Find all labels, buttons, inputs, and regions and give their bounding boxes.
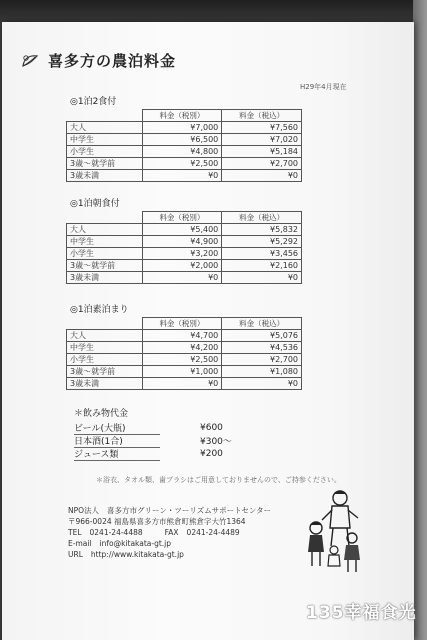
list-item — [74, 421, 232, 434]
table-row — [67, 146, 302, 158]
row-label: 中学生 — [67, 134, 143, 146]
drink-price: ¥200 — [200, 448, 223, 459]
price-incl: ¥5,076 — [222, 330, 302, 342]
table-row — [67, 248, 302, 260]
price-table — [66, 211, 302, 284]
header-incl-tax: 料金（税込） — [222, 212, 302, 224]
price-excl: ¥0 — [142, 378, 222, 390]
table-row — [67, 272, 302, 284]
table-row — [67, 342, 302, 354]
family-illustration-icon — [300, 488, 366, 574]
row-label: 3歳未満 — [67, 272, 143, 284]
price-incl: ¥0 — [222, 170, 302, 182]
price-excl: ¥7,000 — [142, 122, 222, 134]
price-incl: ¥5,184 — [222, 146, 302, 158]
row-label: 3歳未満 — [67, 378, 143, 390]
price-excl: ¥3,200 — [142, 248, 222, 260]
row-label: 中学生 — [67, 342, 143, 354]
price-incl: ¥1,080 — [222, 366, 302, 378]
row-label: 3歳～就学前 — [67, 366, 143, 378]
table-row — [67, 330, 302, 342]
address: 〒966-0024 福島県喜多方市熊倉町熊倉字大竹1364 — [68, 517, 246, 526]
table-row — [67, 170, 302, 182]
fax-label: FAX — [164, 528, 179, 537]
price-incl: ¥5,832 — [222, 224, 302, 236]
section-2meals — [66, 94, 302, 182]
price-excl: ¥4,200 — [142, 342, 222, 354]
price-incl: ¥0 — [222, 378, 302, 390]
row-label: 3歳～就学前 — [67, 260, 143, 272]
price-incl: ¥4,536 — [222, 342, 302, 354]
fax-value: 0241-24-4489 — [186, 528, 240, 537]
price-excl: ¥2,500 — [142, 354, 222, 366]
price-table — [66, 317, 302, 390]
header-excl-tax: 料金（税別） — [142, 110, 222, 122]
section-title: ◎1泊素泊まり — [70, 305, 129, 315]
row-label: 大人 — [67, 330, 143, 342]
header-blank — [67, 318, 143, 330]
list-item — [74, 434, 232, 447]
email-label: E-mail — [68, 539, 92, 548]
org-type: NPO法人 — [68, 506, 100, 515]
section-breakfast — [66, 196, 302, 284]
list-item — [74, 447, 232, 460]
price-excl: ¥6,500 — [142, 134, 222, 146]
row-label: 小学生 — [67, 248, 143, 260]
table-row — [67, 122, 302, 134]
date-label: H29年4月現在 — [300, 83, 347, 91]
header-incl-tax: 料金（税込） — [222, 318, 302, 330]
url-value: http://www.kitakata-gt.jp — [90, 550, 184, 559]
background-right — [413, 0, 427, 640]
table-row — [67, 236, 302, 248]
table-row — [67, 378, 302, 390]
price-incl: ¥2,160 — [222, 260, 302, 272]
row-label: 中学生 — [67, 236, 143, 248]
price-incl: ¥0 — [222, 272, 302, 284]
header-blank — [67, 212, 143, 224]
header-excl-tax: 料金（税別） — [142, 318, 222, 330]
section-title: ◎1泊2食付 — [70, 97, 117, 107]
price-excl: ¥4,800 — [142, 146, 222, 158]
table-row — [67, 224, 302, 236]
email-value: info@kitakata-gt.jp — [99, 539, 172, 548]
header-blank — [67, 110, 143, 122]
tel-label: TEL — [68, 528, 82, 537]
price-incl: ¥2,700 — [222, 354, 302, 366]
page-title: 喜多方の農泊料金 — [48, 52, 177, 70]
amenities-note: ＊浴衣、タオル類、歯ブラシはご用意しておりませんので、ご持参ください。 — [96, 476, 341, 484]
org-name: 喜多方市グリーン・ツーリズムサポートセンター — [107, 506, 272, 515]
drink-name: 日本酒(1合) — [74, 434, 160, 448]
price-excl: ¥4,900 — [142, 236, 222, 248]
row-label: 3歳～就学前 — [67, 158, 143, 170]
price-incl: ¥3,456 — [222, 248, 302, 260]
row-label: 小学生 — [67, 146, 143, 158]
header-excl-tax: 料金（税別） — [142, 212, 222, 224]
drinks-list — [74, 406, 232, 460]
header-incl-tax: 料金（税込） — [222, 110, 302, 122]
table-row — [67, 260, 302, 272]
price-excl: ¥2,000 — [142, 260, 222, 272]
section-title: ◎1泊朝食付 — [70, 199, 120, 209]
price-incl: ¥2,700 — [222, 158, 302, 170]
table-row — [67, 354, 302, 366]
drinks-title: ＊飲み物代金 — [74, 409, 129, 419]
section-room-only — [66, 302, 302, 390]
row-label: 3歳未満 — [67, 170, 143, 182]
row-label: 大人 — [67, 122, 143, 134]
drink-price: ¥600 — [200, 422, 223, 433]
table-row — [67, 134, 302, 146]
header — [20, 50, 176, 71]
price-excl: ¥4,700 — [142, 330, 222, 342]
price-excl: ¥1,000 — [142, 366, 222, 378]
drink-price: ¥300～ — [200, 437, 232, 447]
contact-info — [68, 505, 271, 560]
row-label: 小学生 — [67, 354, 143, 366]
table-row — [67, 366, 302, 378]
watermark: 135幸福食光 — [306, 603, 417, 623]
price-incl: ¥5,292 — [222, 236, 302, 248]
drink-name: ジュース類 — [74, 447, 160, 461]
row-label: 大人 — [67, 224, 143, 236]
price-excl: ¥0 — [142, 272, 222, 284]
leaf-logo-icon — [20, 53, 40, 69]
drink-name: ビール(大瓶) — [74, 421, 160, 435]
price-incl: ¥7,020 — [222, 134, 302, 146]
price-excl: ¥5,400 — [142, 224, 222, 236]
url-label: URL — [68, 550, 83, 559]
price-table — [66, 109, 302, 182]
price-incl: ¥7,560 — [222, 122, 302, 134]
price-excl: ¥0 — [142, 170, 222, 182]
table-row — [67, 158, 302, 170]
tel-value: 0241-24-4488 — [89, 528, 143, 537]
price-excl: ¥2,500 — [142, 158, 222, 170]
